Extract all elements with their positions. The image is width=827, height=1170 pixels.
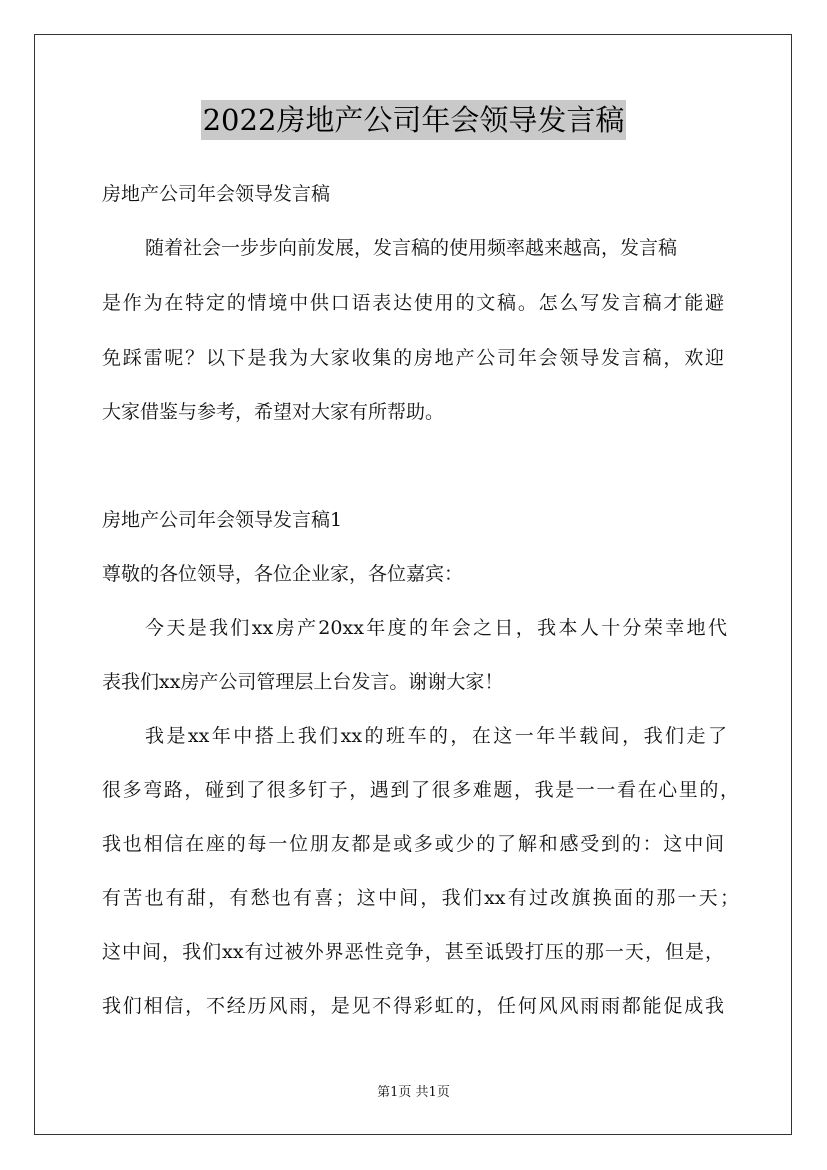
- para1-line-2: 表我们xx房产公司管理层上台发言。谢谢大家！: [102, 671, 504, 693]
- title-container: [0, 100, 827, 140]
- intro-line-1: 随着社会一步步向前发展，发言稿的使用频率越来越高，发言稿: [145, 237, 678, 259]
- para2-line-2: 很多弯路，碰到了很多钉子，遇到了很多难题，我是一一看在心里的，: [102, 779, 739, 801]
- intro-line-3: 免踩雷呢？以下是我为大家收集的房地产公司年会领导发言稿，欢迎: [102, 347, 724, 369]
- para2-line-5: 这中间，我们xx有过被外界恶性竞争，甚至诋毁打压的那一天，但是，: [102, 941, 724, 963]
- intro-line-4: 大家借鉴与参考，希望对大家有所帮助。: [102, 401, 445, 423]
- greeting: 尊敬的各位领导，各位企业家，各位嘉宾：: [102, 563, 464, 585]
- intro-line-2: 是作为在特定的情境中供口语表达使用的文稿。怎么写发言稿才能避: [102, 292, 724, 314]
- para2-line-4: 有苦也有甜，有愁也有喜；这中间，我们xx有过改旗换面的那一天；: [102, 887, 739, 909]
- page-footer: 第1页 共1页: [377, 1085, 450, 1100]
- document-subtitle: 房地产公司年会领导发言稿: [102, 183, 331, 205]
- document-title: 2022房地产公司年会领导发言稿: [201, 100, 627, 140]
- section-heading: 房地产公司年会领导发言稿1: [102, 509, 343, 531]
- para1-line-1: 今天是我们xx房产20xx年度的年会之日，我本人十分荣幸地代: [145, 617, 727, 639]
- para2-line-3: 我也相信在座的每一位朋友都是或多或少的了解和感受到的：这中间: [102, 833, 724, 855]
- para2-line-1: 我是xx年中搭上我们xx的班车的，在这一年半载间，我们走了: [145, 725, 727, 747]
- para2-line-6: 我们相信，不经历风雨，是见不得彩虹的，任何风风雨雨都能促成我: [102, 995, 724, 1017]
